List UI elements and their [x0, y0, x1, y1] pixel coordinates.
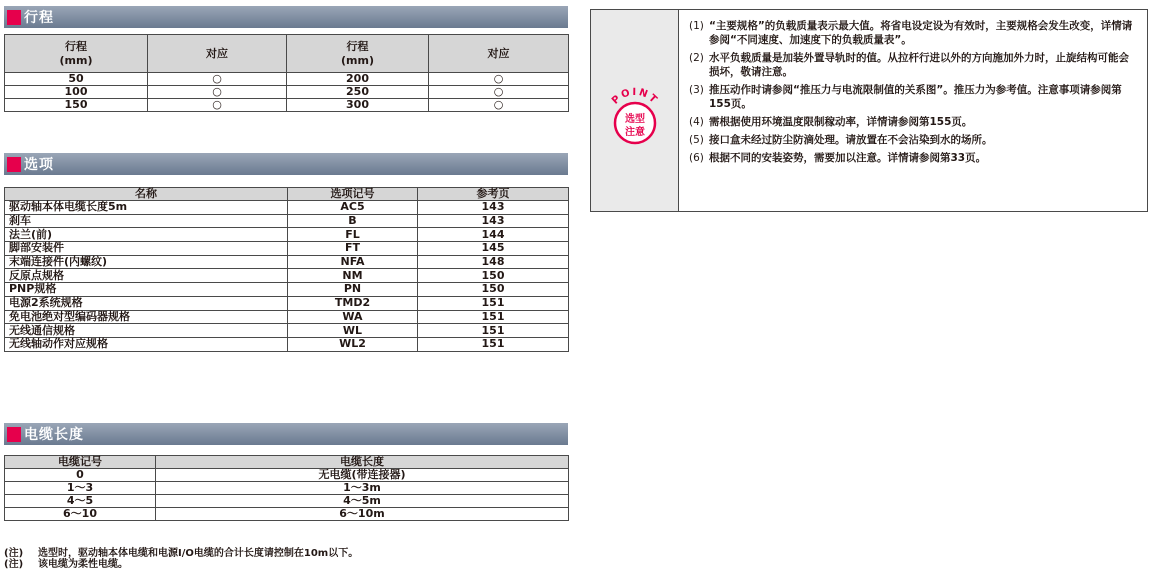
point-note-text: 根据不同的安装姿势，需要加以注意。详情请参阅第33页。 — [709, 152, 987, 164]
table-cell: WL2 — [288, 337, 418, 351]
table-row — [5, 228, 569, 242]
table-header-cell: 对应 — [148, 35, 287, 73]
table-row — [5, 73, 569, 86]
table-row — [5, 214, 569, 228]
table-row — [5, 324, 569, 338]
section-marker — [7, 10, 21, 25]
point-badge-line2: 注意 — [625, 127, 645, 138]
table-cell: 151 — [418, 310, 569, 324]
table-cell: ○ — [148, 86, 287, 99]
table-cell: FT — [288, 242, 418, 256]
point-notice-box — [590, 9, 1148, 212]
table-cell: ○ — [429, 86, 569, 99]
table-row — [5, 269, 569, 283]
table-row — [5, 255, 569, 269]
table-cell: 144 — [418, 228, 569, 242]
point-badge-line1: 选型 — [625, 114, 645, 125]
cable-table — [4, 455, 569, 521]
point-note-item — [689, 83, 1137, 111]
table-cell: 1～3 — [5, 482, 156, 495]
section-marker — [7, 427, 21, 442]
table-cell: 150 — [418, 283, 569, 297]
point-note-number: (1) — [689, 20, 704, 32]
table-cell: AC5 — [288, 201, 418, 215]
point-note-text: 需根据使用环境温度限制稼动率，详情请参阅第155页。 — [709, 116, 973, 128]
table-cell: 脚部安装件 — [5, 242, 288, 256]
table-cell: ○ — [148, 73, 287, 86]
table-cell: 151 — [418, 337, 569, 351]
table-cell: 无线通信规格 — [5, 324, 288, 338]
table-cell: 50 — [5, 73, 148, 86]
table-cell: 145 — [418, 242, 569, 256]
table-row — [5, 99, 569, 112]
table-header-cell: 行程 (mm) — [287, 35, 429, 73]
cable-section-header — [4, 423, 568, 445]
note-text: 选型时，驱动轴本体电缆和电源I/O电缆的合计长度请控制在10m以下。 — [38, 548, 359, 559]
table-cell: WL — [288, 324, 418, 338]
options-table — [4, 187, 569, 352]
point-notes-list — [679, 10, 1147, 211]
table-header-cell: 电缆长度 — [156, 456, 569, 469]
table-cell: 0 — [5, 469, 156, 482]
stroke-table — [4, 34, 569, 112]
point-note-text: 接口盒未经过防尘防滴处理。请放置在不会沾染到水的场所。 — [709, 134, 993, 146]
note-item — [4, 548, 358, 559]
point-note-text: 水平负载质量是加装外置导轨时的值。从拉杆行进以外的方向施加外力时，止旋结构可能会损坏，敬请注意。 — [709, 52, 1129, 78]
table-cell: 4～5 — [5, 495, 156, 508]
point-note-item — [689, 115, 1137, 129]
table-cell: 150 — [5, 99, 148, 112]
point-note-number: (3) — [689, 84, 704, 96]
note-text: 该电缆为柔性电缆。 — [38, 559, 128, 570]
table-header-row — [5, 35, 569, 73]
point-note-number: (2) — [689, 52, 704, 64]
table-row — [5, 495, 569, 508]
point-note-item — [689, 19, 1137, 47]
table-cell: 6～10 — [5, 508, 156, 521]
table-cell: 143 — [418, 201, 569, 215]
table-header-cell: 名称 — [5, 188, 288, 201]
note-tag: (注) — [4, 559, 24, 570]
stroke-section-header — [4, 6, 568, 28]
table-header-row — [5, 456, 569, 469]
point-badge-arc-text: POINT — [609, 86, 661, 107]
options-section-title: 选项 — [24, 157, 54, 173]
table-header-cell: 行程 (mm) — [5, 35, 148, 73]
table-cell: 148 — [418, 255, 569, 269]
table-cell: 151 — [418, 296, 569, 310]
table-row — [5, 86, 569, 99]
table-cell: PN — [288, 283, 418, 297]
table-row — [5, 310, 569, 324]
point-badge-icon — [603, 85, 667, 149]
table-cell: 反原点规格 — [5, 269, 288, 283]
point-note-item — [689, 51, 1137, 79]
table-cell: 6～10m — [156, 508, 569, 521]
table-cell: NM — [288, 269, 418, 283]
table-row — [5, 296, 569, 310]
table-cell: ○ — [429, 99, 569, 112]
table-cell: 200 — [287, 73, 429, 86]
table-cell: 300 — [287, 99, 429, 112]
table-cell: 250 — [287, 86, 429, 99]
point-badge-panel — [591, 10, 679, 211]
table-cell: FL — [288, 228, 418, 242]
table-cell: B — [288, 214, 418, 228]
table-row — [5, 201, 569, 215]
table-row — [5, 242, 569, 256]
table-header-row — [5, 188, 569, 201]
table-header-cell: 参考页 — [418, 188, 569, 201]
point-note-number: (4) — [689, 116, 704, 128]
table-cell: ○ — [148, 99, 287, 112]
table-row — [5, 508, 569, 521]
table-cell: NFA — [288, 255, 418, 269]
point-note-item — [689, 133, 1137, 147]
point-note-text: 推压动作时请参阅“推压力与电流限制值的关系图”。推压力为参考值。注意事项请参阅第155页。 — [709, 84, 1122, 110]
table-row — [5, 337, 569, 351]
table-header-cell: 对应 — [429, 35, 569, 73]
section-marker — [7, 157, 21, 172]
table-cell: 免电池绝对型编码器规格 — [5, 310, 288, 324]
note-tag: (注) — [4, 548, 24, 559]
table-row — [5, 283, 569, 297]
options-section-header — [4, 153, 568, 175]
table-header-cell: 选项记号 — [288, 188, 418, 201]
table-cell: 无电缆(带连接器) — [156, 469, 569, 482]
table-cell: 末端连接件(内螺纹) — [5, 255, 288, 269]
table-cell: 刹车 — [5, 214, 288, 228]
table-cell: TMD2 — [288, 296, 418, 310]
table-cell: 电源2系统规格 — [5, 296, 288, 310]
table-row — [5, 482, 569, 495]
point-note-text: “主要规格”的负载质量表示最大值。将省电设定设为有效时，主要规格会发生改变，详情请参阅“不同速度、加速度下的负载质量表”。 — [709, 20, 1133, 46]
table-cell: 驱动轴本体电缆长度5m — [5, 201, 288, 215]
table-row — [5, 469, 569, 482]
table-cell: 151 — [418, 324, 569, 338]
point-note-item — [689, 151, 1137, 165]
table-header-cell: 电缆记号 — [5, 456, 156, 469]
cable-notes — [4, 548, 358, 570]
table-cell: 150 — [418, 269, 569, 283]
table-cell: 100 — [5, 86, 148, 99]
table-cell: PNP规格 — [5, 283, 288, 297]
stroke-section-title: 行程 — [24, 10, 54, 26]
note-item — [4, 559, 358, 570]
point-note-number: (5) — [689, 134, 704, 146]
table-cell: 无线轴动作对应规格 — [5, 337, 288, 351]
table-cell: 法兰(前) — [5, 228, 288, 242]
point-note-number: (6) — [689, 152, 704, 164]
table-cell: ○ — [429, 73, 569, 86]
table-cell: 4～5m — [156, 495, 569, 508]
table-cell: 1～3m — [156, 482, 569, 495]
table-cell: WA — [288, 310, 418, 324]
cable-section-title: 电缆长度 — [24, 427, 84, 443]
table-cell: 143 — [418, 214, 569, 228]
